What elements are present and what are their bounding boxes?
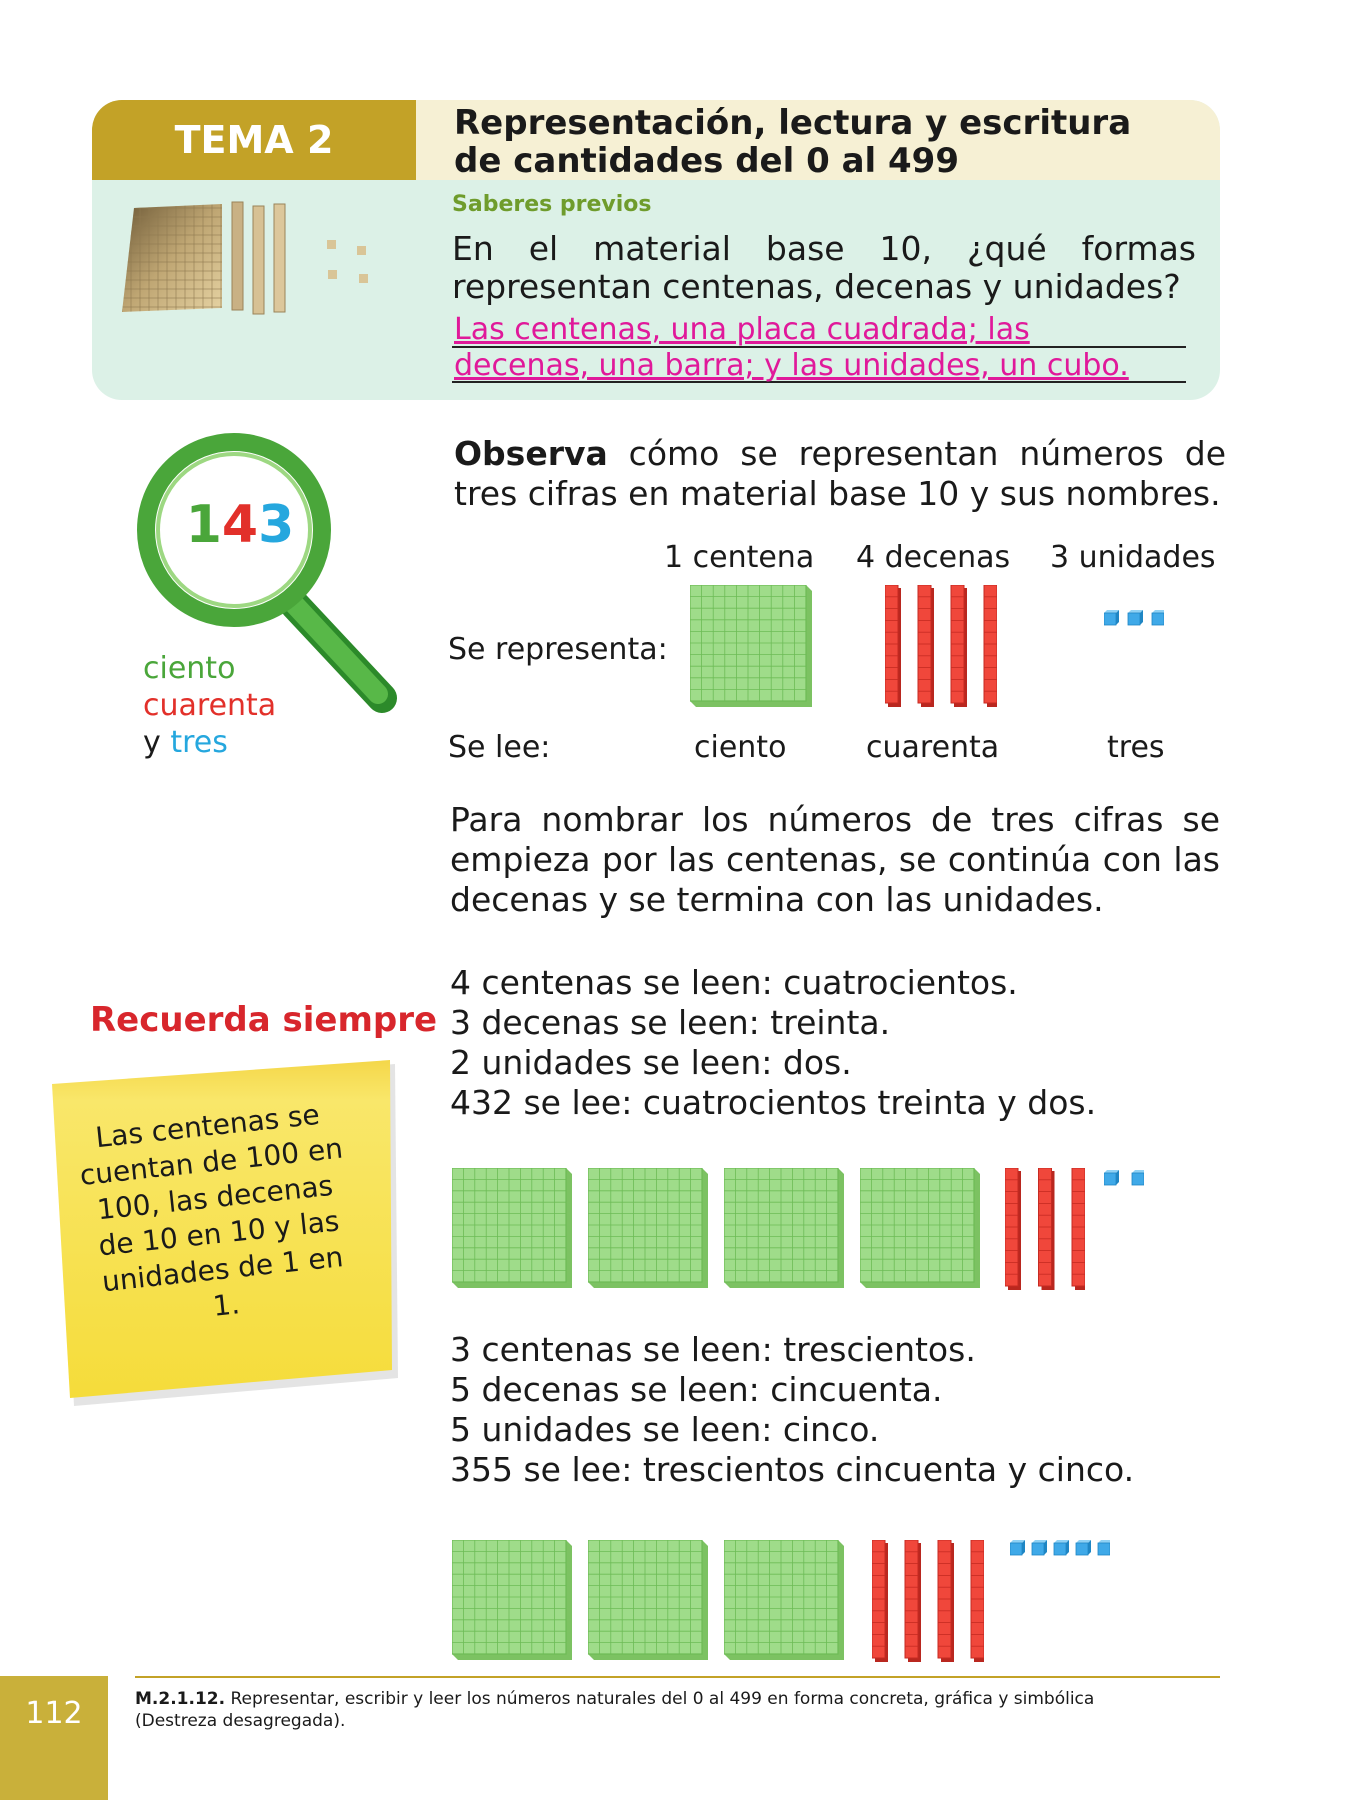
label-centena: 1 centena	[664, 540, 815, 575]
example-2-text	[450, 1330, 1134, 1490]
example-2-line-3: 5 unidades se leen: cinco.	[450, 1410, 880, 1449]
observe-text	[454, 434, 1226, 514]
digit-units: 3	[258, 495, 295, 555]
answer-text-1: Las centenas, una placa cuadrada; las	[454, 312, 1030, 347]
example-2-units	[1010, 1540, 1110, 1556]
example-2-flat-1-svg	[452, 1540, 574, 1664]
prior-knowledge-question: En el material base 10, ¿qué formas representan centenas, decenas y unidades?	[452, 229, 1196, 306]
example-1-units	[1104, 1170, 1144, 1186]
example-1-flat-3	[724, 1168, 846, 1292]
word-cuarenta: cuarenta	[143, 688, 277, 723]
theme-header	[92, 100, 1220, 400]
example-1-units-svg	[1104, 1170, 1144, 1186]
label-decenas: 4 decenas	[856, 540, 1011, 575]
skill-code: M.2.1.12.	[135, 1689, 226, 1709]
example-1-flat-4-svg	[860, 1168, 982, 1292]
example-1-flat-2-svg	[588, 1168, 710, 1292]
word-tres: tres	[170, 725, 228, 760]
prior-knowledge-label: Saberes previos	[452, 192, 652, 217]
answer-text-2: decenas, una barra; y las unidades, un cubo.	[454, 348, 1129, 383]
se-lee-label: Se lee:	[448, 730, 551, 765]
skill-description: Representar, escribir y leer los números naturales del 0 al 499 en forma concreta, gráfica y simbólica (Destreza desagregada).	[135, 1689, 1095, 1731]
hundred-flat	[690, 585, 814, 709]
example-1-flat-1	[452, 1168, 574, 1292]
example-1-rods	[1005, 1168, 1085, 1292]
unit-cubes-photo	[327, 240, 368, 283]
example-1-line-2: 3 decenas se leen: treinta.	[450, 1003, 891, 1042]
example-2-rods-svg	[872, 1540, 984, 1664]
magnifier-number	[180, 495, 300, 555]
example-2-line-2: 5 decenas se leen: cincuenta.	[450, 1370, 943, 1409]
observe-bold: Observa	[454, 434, 608, 473]
label-unidades: 3 unidades	[1050, 540, 1216, 575]
hundred-flat-photo	[122, 204, 222, 312]
ten-rods-group-svg	[885, 585, 997, 709]
word-ciento: ciento	[143, 651, 236, 686]
page-number-box	[0, 1676, 108, 1800]
example-1-flat-2	[588, 1168, 710, 1292]
remember-title: Recuerda siempre	[90, 1000, 438, 1040]
title-line-1: Representación, lectura y escritura	[454, 103, 1132, 143]
example-1-text	[450, 963, 1096, 1123]
magnifier-handle-highlight	[295, 605, 378, 694]
word-y-tres	[143, 724, 276, 761]
digit-tens: 4	[221, 495, 259, 555]
example-1-flat-1-svg	[452, 1168, 574, 1292]
read-tres: tres	[1107, 730, 1165, 765]
read-ciento: ciento	[694, 730, 787, 765]
example-2-flat-1	[452, 1540, 574, 1664]
page-number: 112	[25, 1696, 83, 1731]
footer-rule	[135, 1676, 1220, 1678]
read-cuarenta: cuarenta	[866, 730, 1000, 765]
word-y: y	[143, 725, 161, 760]
example-2-flat-3-svg	[724, 1540, 846, 1664]
unit-cubes-group	[1104, 610, 1164, 626]
hundred-flat-svg	[690, 585, 814, 709]
explanation-text: Para nombrar los números de tres cifras se empieza por las centenas, se continúa con las decenas y se termina con las unidades.	[450, 800, 1220, 919]
title-line-2: de cantidades del 0 al 499	[454, 141, 959, 181]
observe-rest: cómo se representan números de tres cifras en material base 10 y sus nombres.	[454, 434, 1226, 513]
example-2-flat-2-svg	[588, 1540, 710, 1664]
example-2-flat-2	[588, 1540, 710, 1664]
example-1-line-4: 432 se lee: cuatrocientos treinta y dos.	[450, 1083, 1097, 1122]
magnifier-words	[143, 650, 276, 761]
example-2-rods	[872, 1540, 984, 1664]
base-ten-photo	[122, 190, 392, 340]
se-representa-label: Se representa:	[448, 632, 668, 667]
skill-footnote	[135, 1688, 1135, 1732]
example-2-units-svg	[1010, 1540, 1110, 1556]
example-2-line-4: 355 se lee: trescientos cincuenta y cinco.	[450, 1450, 1135, 1489]
example-1-flat-3-svg	[724, 1168, 846, 1292]
digit-hundreds: 1	[185, 495, 222, 555]
example-1-line-1: 4 centenas se leen: cuatrocientos.	[450, 963, 1018, 1002]
example-2-flat-3	[724, 1540, 846, 1664]
sticky-note-text: Las centenas se cuentan de 100 en 100, las decenas de 10 en 10 y las unidades de 1 en 1.	[78, 1097, 345, 1323]
unit-cubes-group-svg	[1104, 610, 1164, 626]
theme-title	[454, 104, 1194, 180]
example-1-flat-4	[860, 1168, 982, 1292]
theme-label: TEMA 2	[174, 118, 334, 162]
ten-rods-group	[885, 585, 997, 709]
example-1-rods-svg	[1005, 1168, 1085, 1292]
ten-rods-photo	[232, 202, 285, 314]
example-2-line-1: 3 centenas se leen: trescientos.	[450, 1330, 976, 1369]
example-1-line-3: 2 unidades se leen: dos.	[450, 1043, 852, 1082]
